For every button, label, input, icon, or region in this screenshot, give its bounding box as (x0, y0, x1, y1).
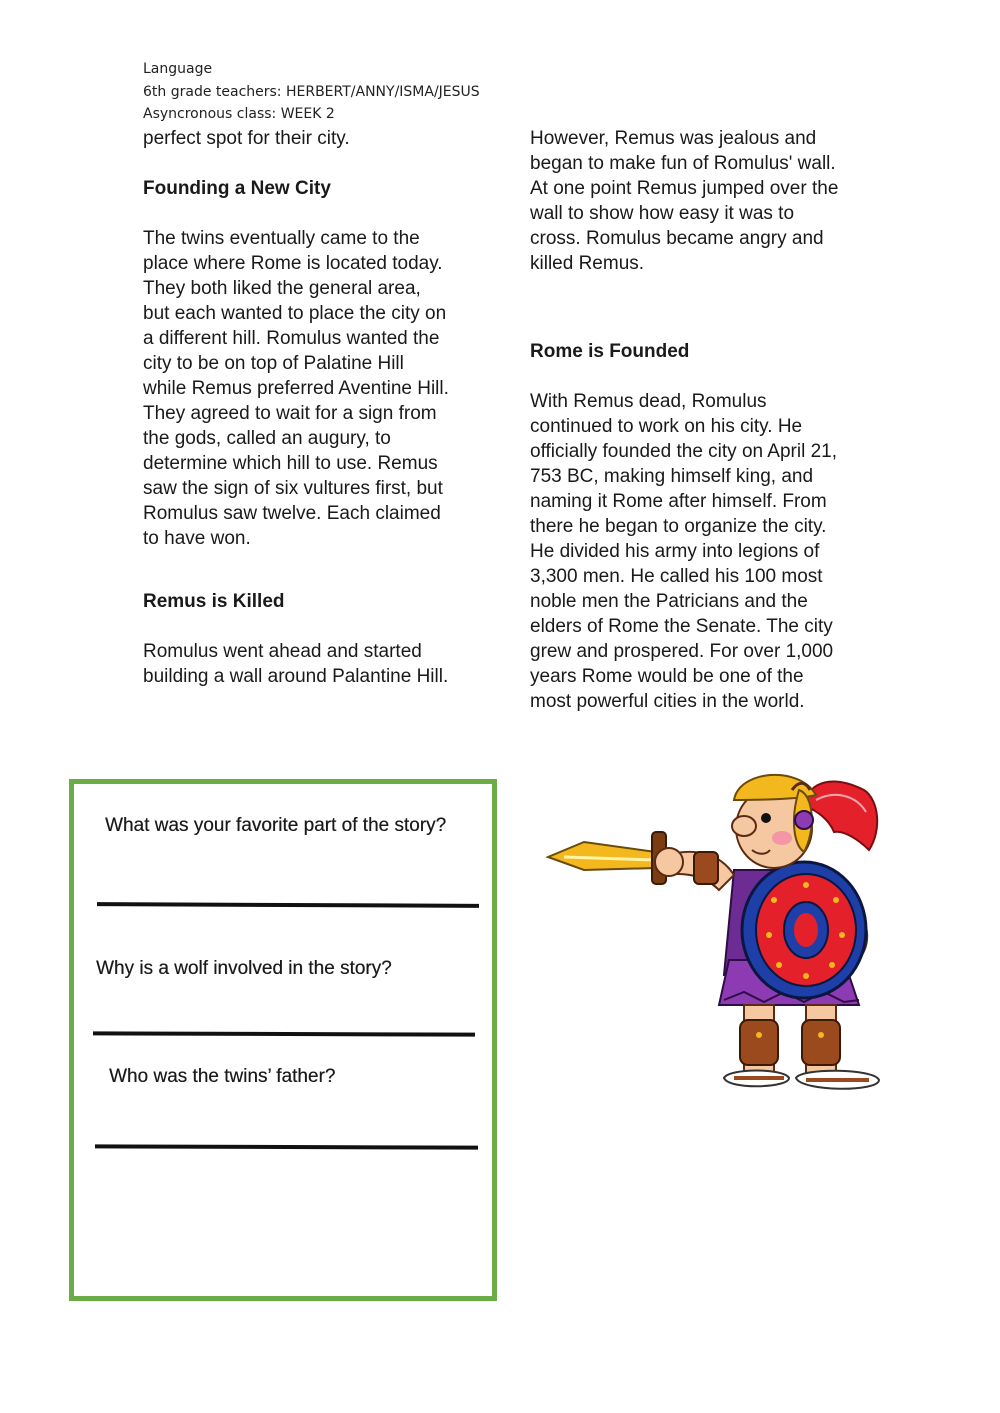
paragraph-line: He divided his army into legions of (530, 541, 820, 562)
paragraph-line: there he began to organize the city. (530, 516, 827, 537)
answer-line-1[interactable] (97, 902, 479, 908)
paragraph-line: Romulus saw twelve. Each claimed (143, 503, 441, 524)
paragraph-line: officially founded the city on April 21, (530, 441, 838, 462)
paragraph-line: naming it Rome after himself. From (530, 491, 827, 512)
killed-heading: Remus is Killed (143, 591, 285, 612)
paragraph-line: elders of Rome the Senate. The city (530, 616, 833, 637)
answer-line-3[interactable] (95, 1144, 478, 1149)
paragraph-line: grew and prospered. For over 1,000 (530, 641, 834, 662)
paragraph-line: Romulus went ahead and started (143, 641, 422, 662)
paragraph-line: years Rome would be one of the (530, 666, 804, 687)
question-father: Who was the twins’ father? (109, 1066, 336, 1087)
paragraph-line: cross. Romulus became angry and (530, 228, 824, 249)
left-column (143, 126, 488, 689)
question-favorite-part: What was your favorite part of the story? (105, 815, 447, 836)
paragraph-line: began to make fun of Romulus' wall. (530, 153, 836, 174)
paragraph-line: wall to show how easy it was to (530, 203, 795, 224)
paragraph-line: city to be on top of Palatine Hill (143, 353, 404, 374)
roman-soldier-icon (544, 760, 889, 1105)
paragraph-line: building a wall around Palantine Hill. (143, 666, 449, 687)
paragraph-line: noble men the Patricians and the (530, 591, 808, 612)
questions-box (69, 779, 497, 1301)
paragraph-line: With Remus dead, Romulus (530, 391, 767, 412)
founding-paragraph (143, 226, 488, 551)
answer-line-2[interactable] (93, 1031, 475, 1036)
intro-line: perfect spot for their city. (143, 128, 350, 149)
founding-heading: Founding a New City (143, 178, 331, 199)
paragraph-line: the gods, called an augury, to (143, 428, 391, 449)
paragraph-line: determine which hill to use. Remus (143, 453, 438, 474)
paragraph-line: saw the sign of six vultures first, but (143, 478, 443, 499)
paragraph-line: killed Remus. (530, 253, 645, 274)
paragraph-line: while Remus preferred Aventine Hill. (143, 378, 449, 399)
class-info-label: Asyncronous class: WEEK 2 (143, 106, 335, 122)
paragraph-line: but each wanted to place the city on (143, 303, 447, 324)
founded-paragraph (530, 389, 875, 714)
paragraph-line: The twins eventually came to the (143, 228, 420, 249)
teachers-label: 6th grade teachers: HERBERT/ANNY/ISMA/JESUS (143, 83, 480, 100)
right-column (530, 126, 875, 714)
paragraph-line: At one point Remus jumped over the (530, 178, 839, 199)
jealous-paragraph (530, 126, 875, 276)
paragraph-line: They agreed to wait for a sign from (143, 403, 437, 424)
paragraph-line: 753 BC, making himself king, and (530, 466, 814, 487)
worksheet-header (143, 58, 480, 126)
killed-paragraph (143, 639, 488, 689)
paragraph-line: They both liked the general area, (143, 278, 421, 299)
founded-heading: Rome is Founded (530, 341, 690, 362)
paragraph-line: continued to work on his city. He (530, 416, 803, 437)
paragraph-line: However, Remus was jealous and (530, 128, 817, 149)
subject-label: Language (143, 61, 213, 77)
paragraph-line: to have won. (143, 528, 251, 549)
paragraph-line: most powerful cities in the world. (530, 691, 805, 712)
paragraph-line: place where Rome is located today. (143, 253, 443, 274)
question-wolf: Why is a wolf involved in the story? (96, 958, 392, 979)
paragraph-line: a different hill. Romulus wanted the (143, 328, 440, 349)
paragraph-line: 3,300 men. He called his 100 most (530, 566, 823, 587)
